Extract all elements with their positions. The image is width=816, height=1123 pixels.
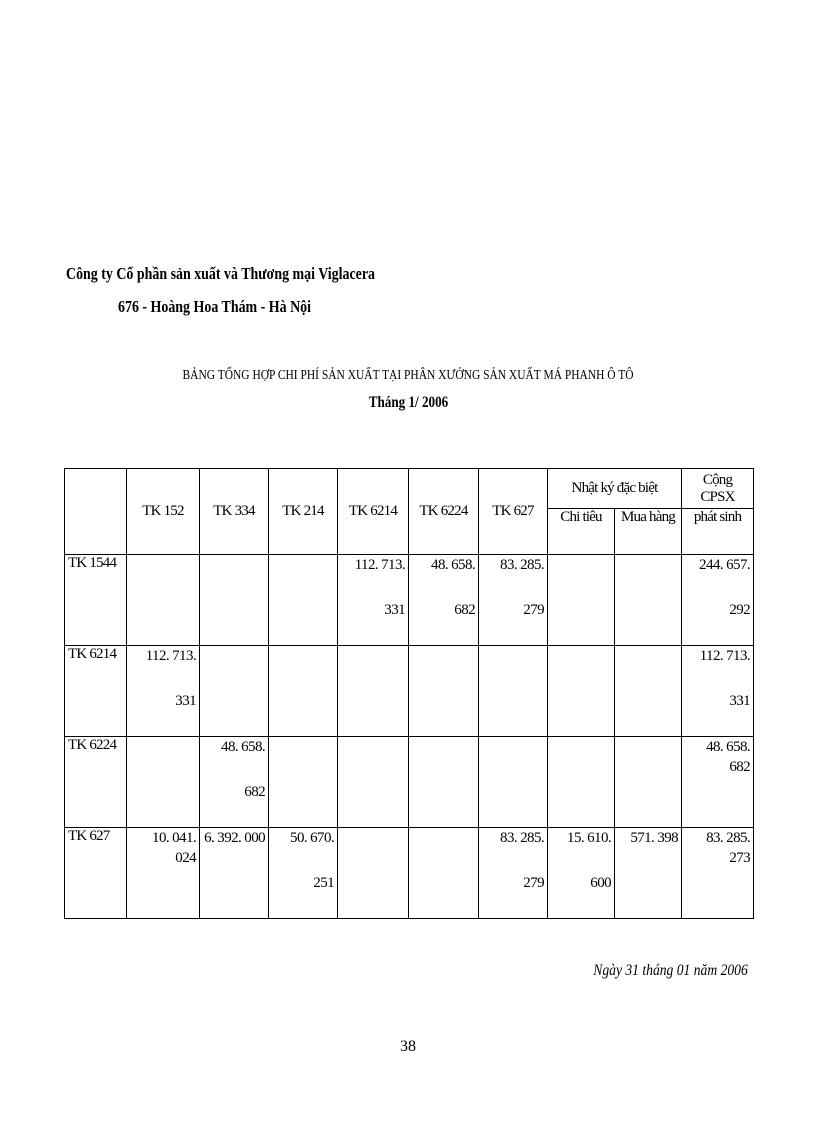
cell-line-2: 331 — [384, 602, 405, 618]
table-cell — [409, 737, 479, 828]
table-cell — [269, 646, 338, 737]
cell-line-2: 331 — [175, 693, 196, 709]
cell-line-2: 682 — [244, 784, 265, 800]
column-header: TK 334 — [200, 469, 269, 555]
cell-line-1: 83. 285. — [500, 830, 544, 846]
table-cell — [269, 737, 338, 828]
table-row — [65, 646, 754, 737]
table-cell — [615, 737, 682, 828]
cost-summary-table — [64, 468, 754, 919]
column-header: TK 214 — [269, 469, 338, 555]
cell-line-1: 112. 713. — [145, 648, 196, 664]
total-header: Cộng CPSX — [682, 469, 754, 509]
table-cell — [338, 737, 409, 828]
row-label: TK 1544 — [65, 555, 127, 646]
table-cell — [269, 828, 338, 919]
table-cell — [338, 555, 409, 646]
table-cell — [548, 646, 615, 737]
table-cell — [200, 646, 269, 737]
cell-line-2: 292 — [729, 602, 751, 618]
table-row — [65, 828, 754, 919]
cell-line-1: 10. 041. 024 — [152, 830, 196, 866]
corner-header — [65, 469, 127, 555]
table-cell — [479, 646, 548, 737]
cell-line-1: 50. 670. — [290, 830, 334, 846]
table-cell — [682, 737, 754, 828]
table-cell — [682, 555, 754, 646]
cell-line-1: 112. 713. — [354, 557, 405, 573]
cell-line-2: 279 — [523, 602, 544, 618]
column-header: TK 6214 — [338, 469, 409, 555]
report-title: BẢNG TỔNG HỢP CHI PHÍ SẢN XUẤT TẠI PHÂN XƯỞNG SẢN XUẤT MÁ PHANH Ô TÔ — [182, 368, 634, 383]
row-label: TK 627 — [65, 828, 127, 919]
cell-line-1: 571. 398 — [630, 830, 679, 846]
report-period: Tháng 1/ 2006 — [368, 394, 448, 411]
table-cell — [682, 646, 754, 737]
table-cell — [200, 737, 269, 828]
table-cell — [479, 828, 548, 919]
cell-line-2: 251 — [313, 875, 334, 891]
cell-line-1: 112. 713. — [699, 648, 751, 664]
report-date: Ngày 31 tháng 01 năm 2006 — [593, 962, 748, 979]
table-cell — [127, 737, 200, 828]
cell-line-1: 48. 658. 682 — [706, 739, 751, 775]
cell-line-1: 48. 658. — [431, 557, 475, 573]
table-cell — [127, 555, 200, 646]
column-header: TK 6224 — [409, 469, 479, 555]
row-label: TK 6214 — [65, 646, 127, 737]
table-cell — [409, 828, 479, 919]
group-header-special-journal: Nhật ký đặc biệt — [548, 469, 682, 509]
table-row — [65, 737, 754, 828]
table-cell — [200, 555, 269, 646]
table-cell — [548, 737, 615, 828]
table-cell — [479, 555, 548, 646]
cell-line-2: 600 — [590, 875, 611, 891]
company-address: 676 - Hoàng Hoa Thám - Hà Nội — [118, 297, 311, 316]
table-cell — [338, 828, 409, 919]
column-header: TK 152 — [127, 469, 200, 555]
cell-line-1: 244. 657. — [699, 557, 751, 573]
table-cell — [127, 646, 200, 737]
total-header-line2: phát sinh — [682, 509, 754, 555]
table-cell — [615, 646, 682, 737]
cell-line-2: 331 — [729, 693, 751, 709]
company-name: Công ty Cổ phần sản xuất và Thương mại Viglacera — [66, 264, 376, 283]
table-cell — [548, 828, 615, 919]
table-row — [65, 555, 754, 646]
table-cell — [615, 828, 682, 919]
table-cell — [269, 555, 338, 646]
cell-line-1: 6. 392. 000 — [204, 830, 265, 846]
group-subheader: Mua hàng — [615, 509, 682, 555]
group-subheader: Chi tiêu — [548, 509, 615, 555]
table-cell — [409, 555, 479, 646]
table-cell — [548, 555, 615, 646]
cell-line-2: 682 — [454, 602, 475, 618]
cell-line-2: 279 — [523, 875, 544, 891]
row-label: TK 6224 — [65, 737, 127, 828]
table-cell — [409, 646, 479, 737]
cell-line-1: 83. 285. — [500, 557, 544, 573]
column-header: TK 627 — [479, 469, 548, 555]
table-cell — [338, 646, 409, 737]
table-cell — [615, 555, 682, 646]
cell-line-1: 83. 285. 273 — [706, 830, 751, 866]
table-cell — [200, 828, 269, 919]
table-cell — [682, 828, 754, 919]
table-cell — [479, 737, 548, 828]
cell-line-1: 15. 610. — [567, 830, 611, 846]
table-cell — [127, 828, 200, 919]
cell-line-1: 48. 658. — [221, 739, 265, 755]
page-number: 38 — [400, 1038, 416, 1055]
